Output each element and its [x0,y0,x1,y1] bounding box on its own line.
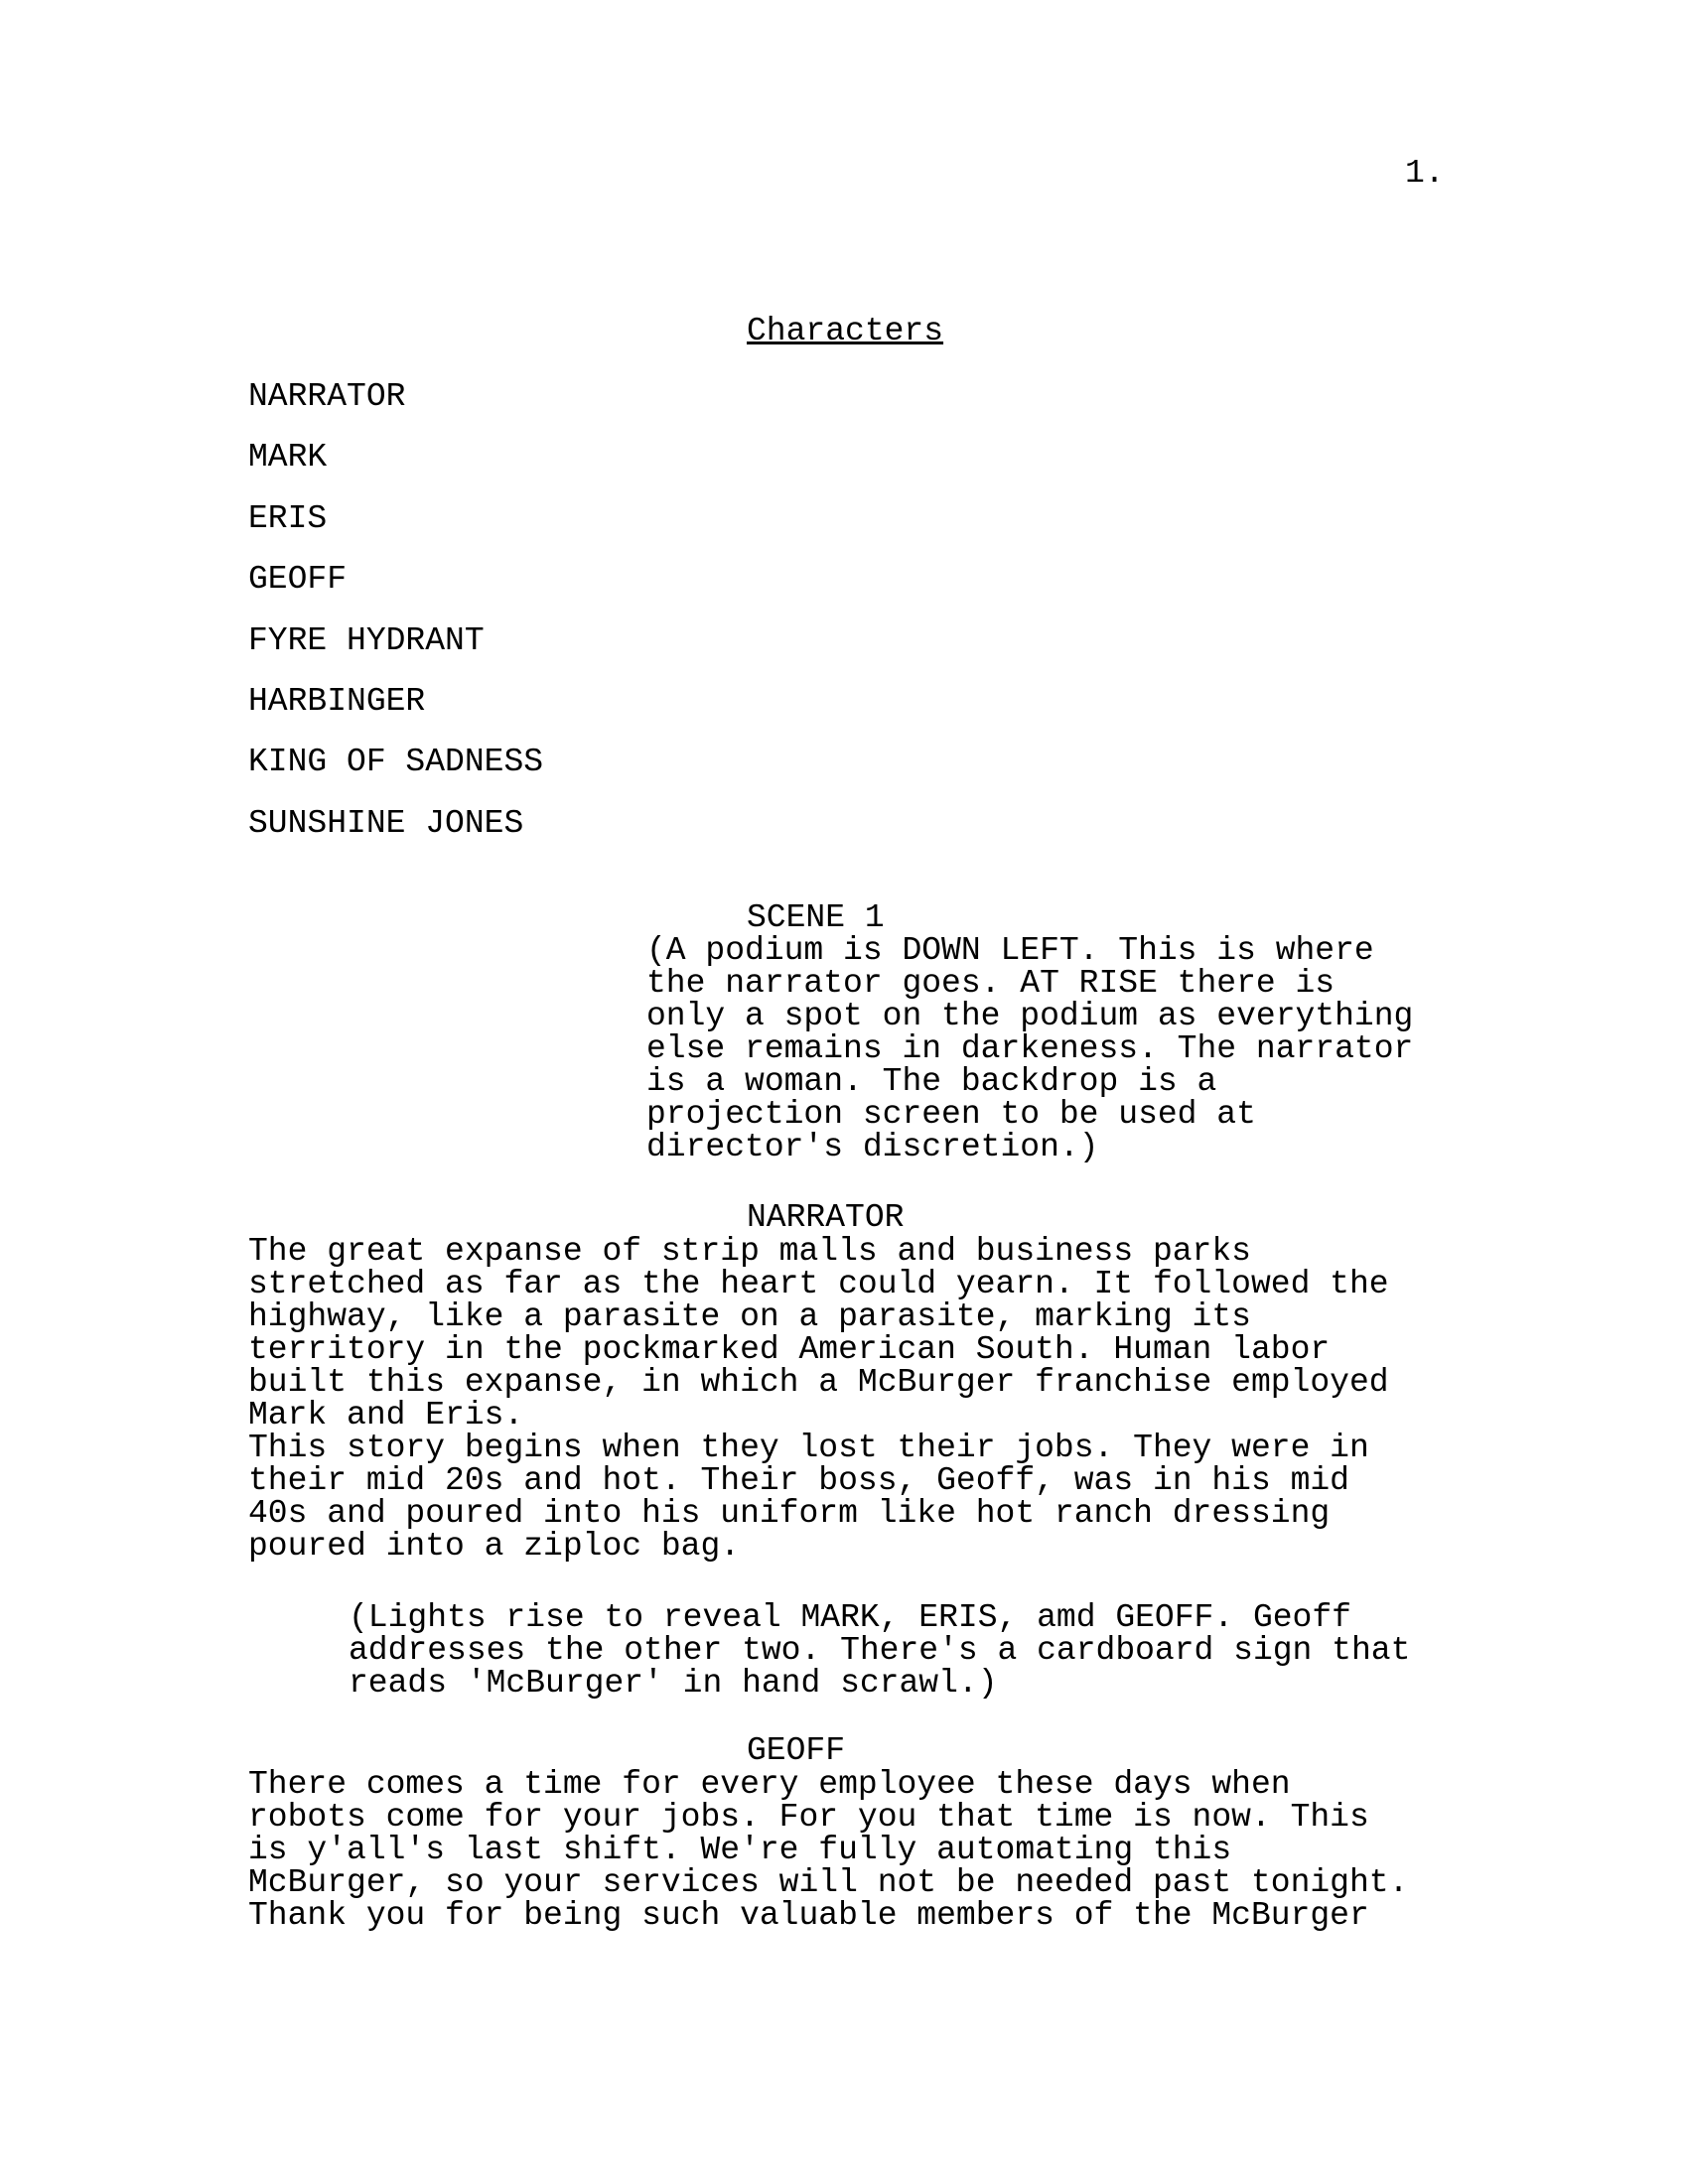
cast-member: GEOFF [248,561,348,599]
cast-member: ERIS [248,499,328,537]
cast-member: FYRE HYDRANT [248,621,485,659]
cast-member: NARRATOR [248,378,406,415]
opening-stage-direction: (A podium is DOWN LEFT. This is where the narrator goes. AT RISE there is only a spot on the podium as everything else remains in darkeness. The narrator is a woman. The backdrop is a projection screen to be used at director's discretion.) [646,932,1414,1165]
cast-member: MARK [248,439,328,477]
cast-member: HARBINGER [248,682,426,720]
cast-list-title: Characters [747,313,944,349]
dialogue-geoff: There comes a time for every employee these days when robots come for your jobs. For you that time is now. This is y'all's last shift. We're fully automating this McBurger, so your services will not be needed past tonight. Thank you for being such valuable members of the McBurger [248,1766,1409,1934]
page-number: 1. [1405,155,1445,192]
cast-member: SUNSHINE JONES [248,804,524,842]
dialogue-narrator: The great expanse of strip malls and business parks stretched as far as the heart could yearn. It followed the highway, like a parasite on a parasite, marking its territory in the pockmarked American South. Human labor built this expanse, in which a McBurger franchise employed Mark and Eris. This story begins when they lost their jobs. They were in their mid 20s and hot. Their boss, Geoff, was in his mid 40s and poured into his uniform like hot ranch dressing poured into a ziploc bag. [248,1233,1389,1565]
cast-list [248,380,543,868]
scene-heading: SCENE 1 [747,899,885,936]
lights-stage-direction: (Lights rise to reveal MARK, ERIS, amd GEOFF. Geoff addresses the other two. There's a cardboard sign that reads 'McBurger' in hand scrawl.) [349,1599,1411,1702]
character-cue-narrator: NARRATOR [747,1199,905,1236]
cast-member: KING OF SADNESS [248,744,544,781]
character-cue-geoff: GEOFF [747,1732,846,1769]
